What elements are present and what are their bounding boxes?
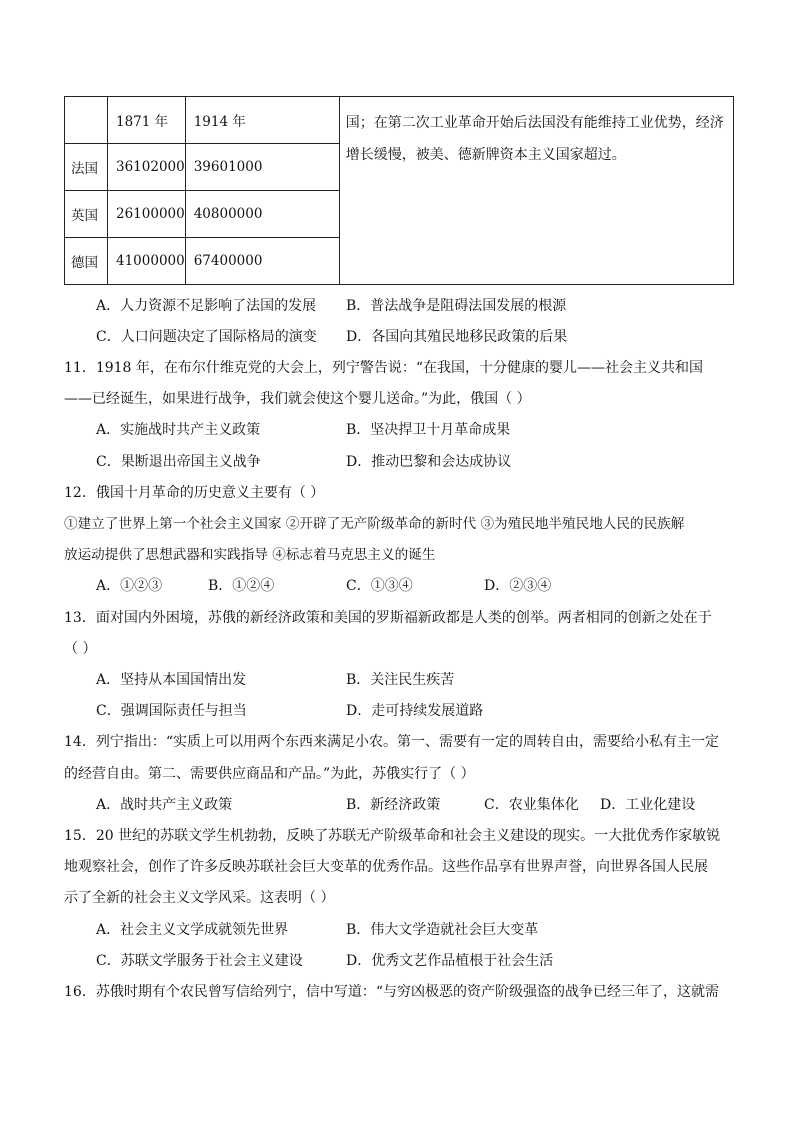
- value-cell: 41000000: [108, 238, 186, 285]
- value-cell: 26100000: [108, 191, 186, 238]
- q12-option-a: A．①②③: [96, 578, 163, 594]
- q10-option-a: A．人力资源不足影响了法国的发展: [96, 298, 317, 314]
- q10-option-d: D．各国向其殖民地移民政策的后果: [346, 329, 568, 345]
- q11-stem-line1: 11．1918 年，在布尔什维克党的大会上，列宁警告说：“在我国，十分健康的婴儿——社会主义共和国: [64, 360, 704, 376]
- q12-stem-line2: ①建立了世界上第一个社会主义国家 ②开辟了无产阶级革命的新时代 ③为殖民地半殖民地人民的民族解: [64, 516, 685, 532]
- value-cell: 36102000: [108, 144, 186, 191]
- q12-stem-line1: 12．俄国十月革命的历史意义主要有（ ）: [64, 485, 325, 501]
- header-cell-empty: [65, 97, 108, 144]
- country-cell: 英国: [65, 191, 108, 238]
- q13-option-a: A．坚持从本国国情出发: [96, 672, 247, 688]
- header-cell-1871: 1871 年: [108, 97, 186, 144]
- q15-option-d: D．优秀文艺作品植根于社会生活: [346, 953, 554, 969]
- table-header-row: [65, 97, 734, 144]
- value-cell: 67400000: [185, 238, 339, 285]
- value-cell: 39601000: [185, 144, 339, 191]
- q12-option-c: C．①③④: [346, 578, 413, 594]
- country-cell: 法国: [65, 144, 108, 191]
- q14-option-d: D．工业化建设: [600, 797, 696, 813]
- q10-option-c: C．人口问题决定了国际格局的演变: [96, 329, 317, 345]
- q12-option-b: B．①②④: [208, 578, 275, 594]
- q11-option-a: A．实施战时共产主义政策: [96, 422, 261, 438]
- table-note-cell: 国；在第二次工业革命开始后法国没有能维持工业优势，经济增长缓慢，被美、德新牌资本主义国家超过。: [339, 97, 733, 285]
- q14-option-b: B．新经济政策: [346, 797, 441, 813]
- q14-option-c: C．农业集体化: [484, 797, 579, 813]
- q12-option-d: D．②③④: [484, 578, 552, 594]
- q11-option-b: B．坚决捍卫十月革命成果: [346, 422, 511, 438]
- q13-stem-line1: 13．面对国内外困境，苏俄的新经济政策和美国的罗斯福新政都是人类的创举。两者相同的创新之处在于: [64, 610, 712, 626]
- q11-option-c: C．果断退出帝国主义战争: [96, 454, 261, 470]
- q13-option-d: D．走可持续发展道路: [346, 703, 484, 719]
- q15-option-b: B．伟大文学造就社会巨大变革: [346, 922, 539, 938]
- q14-stem-line2: 的经营自由。第二、需要供应商品和产品。”为此，苏俄实行了（ ）: [64, 766, 475, 782]
- country-cell: 德国: [65, 238, 108, 285]
- q10-option-b: B．普法战争是阻碍法国发展的根源: [346, 298, 567, 314]
- q15-stem-line1: 15．20 世纪的苏联文学生机勃勃，反映了苏联无产阶级革命和社会主义建设的现实。一大批优秀作家敏锐: [64, 828, 721, 844]
- q16-stem-line1: 16．苏俄时期有个农民曾写信给列宁，信中写道：“与穷凶极恶的资产阶级强盗的战争已经三年了，这就需: [64, 984, 719, 1000]
- q13-stem-line2: （ ）: [64, 641, 97, 657]
- q15-option-a: A．社会主义文学成就领先世界: [96, 922, 289, 938]
- q11-stem-line2: ——已经诞生，如果进行战争，我们就会使这个婴儿送命。”为此，俄国（ ）: [64, 391, 531, 407]
- q13-option-c: C．强调国际责任与担当: [96, 703, 247, 719]
- q15-stem-line2: 地观察社会，创作了许多反映苏联社会巨大变革的优秀作品。这些作品享有世界声誉，向世界各国人民展: [64, 859, 708, 875]
- value-cell: 40800000: [185, 191, 339, 238]
- population-table: [64, 96, 734, 285]
- q15-stem-line3: 示了全新的社会主义文学风采。这表明（ ）: [64, 890, 335, 906]
- q11-option-d: D．推动巴黎和会达成协议: [346, 454, 512, 470]
- q15-option-c: C．苏联文学服务于社会主义建设: [96, 953, 303, 969]
- q14-stem-line1: 14．列宁指出：“实质上可以用两个东西来满足小农。第一、需要有一定的周转自由，需要给小私有主一定: [64, 734, 719, 750]
- q13-option-b: B．关注民生疾苦: [346, 672, 455, 688]
- header-cell-1914: 1914 年: [185, 97, 339, 144]
- q12-stem-line3: 放运动提供了思想武器和实践指导 ④标志着马克思主义的诞生: [64, 547, 436, 563]
- q14-option-a: A．战时共产主义政策: [96, 797, 233, 813]
